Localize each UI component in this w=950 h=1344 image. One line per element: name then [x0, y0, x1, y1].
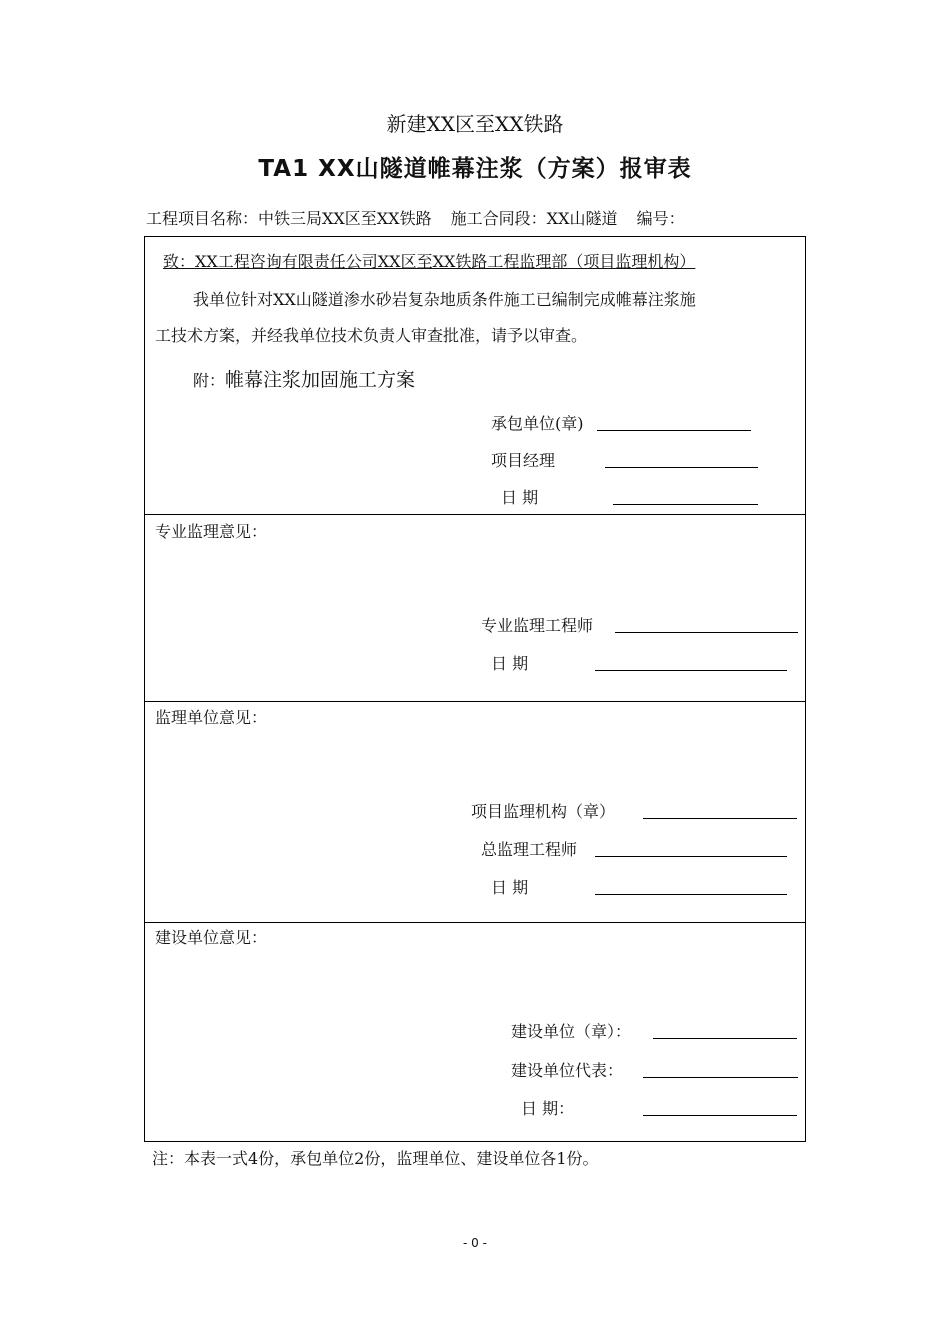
document-title-line1: 新建XX区至XX铁路	[386, 112, 564, 136]
number-label: 编号：	[636, 209, 685, 228]
project-info-line	[146, 206, 699, 229]
contractor-date-field[interactable]	[613, 504, 758, 505]
addressee-line: 致：XX工程咨询有限责任公司XX区至XX铁路工程监理部（项目监理机构）	[163, 252, 696, 271]
attachment-line	[193, 365, 415, 392]
submission-body-line1: 我单位针对XX山隧道渗水砂岩复杂地质条件施工已编制完成帷幕注浆施	[193, 290, 696, 309]
owner-opinion-heading: 建设单位意见：	[155, 928, 268, 947]
attachment-label: 附：	[193, 371, 226, 390]
contractor-seal-field[interactable]	[597, 430, 751, 431]
specialist-engineer-field[interactable]	[615, 632, 798, 633]
footnote: 注：本表一式4份，承包单位2份，监理单位、建设单位各1份。	[152, 1149, 599, 1168]
specialist-opinion-heading: 专业监理意见：	[155, 522, 268, 541]
owner-rep-label: 建设单位代表：	[511, 1061, 624, 1080]
project-manager-label: 项目经理	[491, 451, 556, 470]
contract-section: 施工合同段：XX山隧道	[450, 209, 618, 228]
specialist-engineer-label: 专业监理工程师	[481, 616, 594, 635]
section-divider	[145, 922, 805, 923]
submission-body-line2: 工技术方案，并经我单位技术负责人审查批准，请予以审查。	[155, 326, 588, 345]
owner-seal-field[interactable]	[653, 1038, 797, 1039]
chief-engineer-label: 总监理工程师	[481, 840, 578, 859]
project-manager-field[interactable]	[605, 467, 758, 468]
owner-rep-field[interactable]	[643, 1077, 798, 1078]
supervision-date-field[interactable]	[595, 894, 787, 895]
specialist-date-field[interactable]	[595, 670, 787, 671]
chief-engineer-field[interactable]	[595, 856, 787, 857]
attachment-title: 帷幕注浆加固施工方案	[225, 369, 416, 391]
contractor-date-label: 日 期	[501, 488, 539, 507]
owner-date-field[interactable]	[643, 1115, 797, 1116]
page-number: - 0 -	[463, 1236, 487, 1250]
contractor-seal-label: 承包单位(章)	[491, 414, 584, 433]
project-name: 工程项目名称：中铁三局XX区至XX铁路	[146, 209, 432, 228]
owner-seal-label: 建设单位（章）：	[511, 1022, 632, 1041]
supervision-org-field[interactable]	[643, 818, 797, 819]
approval-form-table	[144, 236, 806, 1142]
supervision-org-label: 项目监理机构（章）	[471, 802, 616, 821]
section-divider	[145, 514, 805, 515]
section-divider	[145, 701, 805, 702]
supervision-date-label: 日 期	[491, 878, 529, 897]
document-title-line2: TA1 XX山隧道帷幕注浆（方案）报审表	[258, 156, 692, 182]
owner-date-label: 日 期：	[521, 1099, 575, 1118]
supervision-opinion-heading: 监理单位意见：	[155, 708, 268, 727]
specialist-date-label: 日 期	[491, 654, 529, 673]
